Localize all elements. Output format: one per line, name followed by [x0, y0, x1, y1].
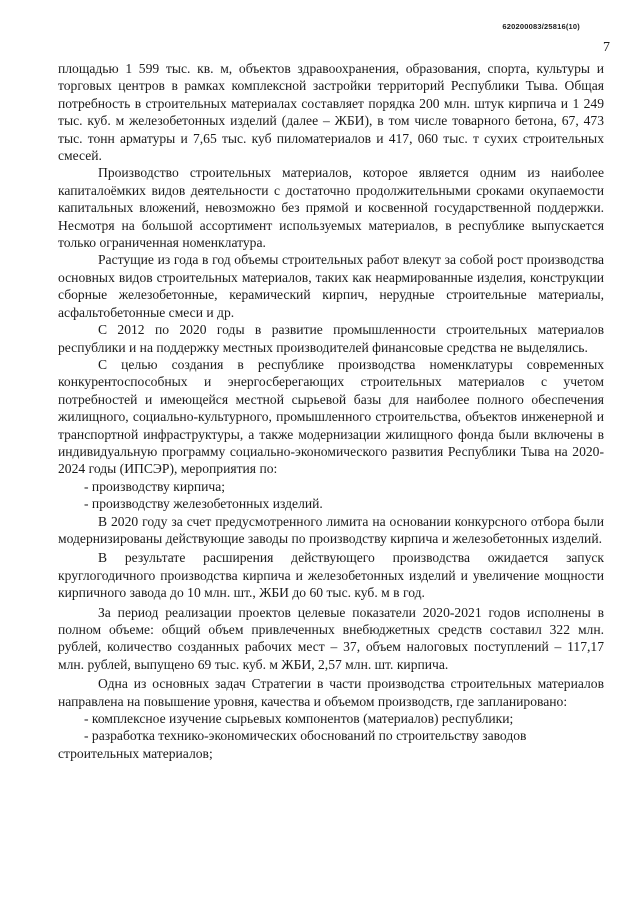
paragraph: В результате расширения действующего производства ожидается запуск круглогодичного производства кирпича и железобетонных изделий и увеличение мощности кирпичного завода до 10 млн. шт., ЖБИ до 60 тыс. куб. м в год. — [58, 550, 604, 601]
paragraph: В 2020 году за счет предусмотренного лимита на основании конкурсного отбора были модернизированы действующие заводы по производству кирпича и железобетонных изделий. — [58, 513, 604, 546]
paragraph: Производство строительных материалов, которое является одним из наиболее капиталоёмких видов деятельности с достаточно продолжительными сроками окупаемости капитальных вложений, невозможно без прямой и косвенной государственной поддержки. Несмотря на большой ассортимент используемых материалов, в республике выпускается только ограниченная номенклатура. — [58, 165, 604, 251]
paragraph: С 2012 по 2020 годы в развитие промышленности строительных материалов республики и на поддержку местных производителей финансовые средства не выделялись. — [58, 322, 604, 355]
list-item: - производству кирпича; — [84, 478, 226, 494]
page-number: 7 — [603, 40, 610, 55]
list-item: - комплексное изучение сырьевых компонентов (материалов) республики; — [84, 711, 514, 727]
list-item: - разработка технико-экономических обоснований по строительству заводов строительных материалов; — [58, 728, 527, 761]
list-item: - производству железобетонных изделий. — [84, 496, 323, 512]
paragraph: Одна из основных задач Стратегии в части производства строительных материалов направлена на повышение уровня, качества и объемом производств, где запланировано: — [58, 676, 604, 709]
body-text — [58, 60, 604, 762]
paragraph: площадью 1 599 тыс. кв. м, объектов здравоохранения, образования, спорта, культуры и торговых центров в рамках комплексной застройки территорий Республики Тыва. Общая потребность в строительных материалах составляет порядка 200 млн. штук кирпича и 1 249 тыс. куб. м железобетонных изделий (далее – ЖБИ), в том числе товарного бетона, 67, 473 тыс. тонн арматуры и 7,65 тыс. куб пиломатериалов и 417, 060 тыс. т сухих строительных смесей. — [58, 61, 604, 164]
paragraph: С целью создания в республике производства номенклатуры современных конкурентоспособных и энергосберегающих строительных материалов с учетом потребностей и имеющейся местной сырьевой базы для наиболее полного обеспечения жилищного, социально-культурного, промышленного строительства, объектов инженерной и транспортной инфраструктуры, а также модернизации жилищного фонда были включены в индивидуальную программу социально-экономического развития Республики Тыва на 2020-2024 годы (ИПСЭР), мероприятия по: — [58, 356, 604, 477]
document-id: 620200083/25816(10) — [502, 22, 580, 31]
paragraph: Растущие из года в год объемы строительных работ влекут за собой рост производства основных видов строительных материалов, таких как неармированные изделия, конструкции сборные железобетонные, керамический кирпич, нерудные строительные материалы, асфальтобетонные смеси и др. — [58, 252, 604, 320]
paragraph: За период реализации проектов целевые показатели 2020-2021 годов исполнены в полном объеме: общий объем привлеченных внебюджетных средств составил 322 млн. рублей, количество созданных рабочих мест – 37, объем налоговых поступлений – 117,17 млн. рублей, выпущено 69 тыс. куб. м ЖБИ, 2,57 млн. шт. кирпича. — [58, 604, 604, 672]
